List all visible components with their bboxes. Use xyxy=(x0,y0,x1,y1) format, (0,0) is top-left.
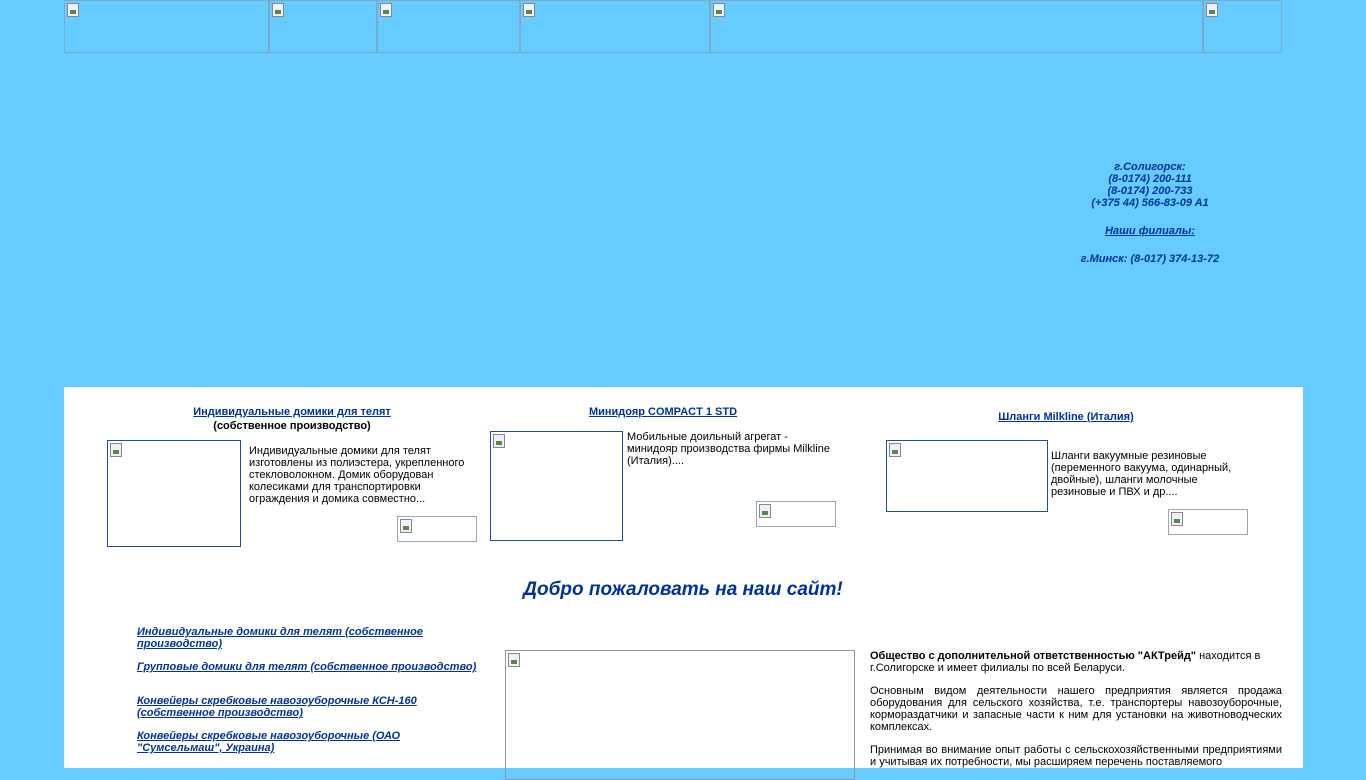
company-name: Общество с дополнительной ответственностью "АКТрейд" xyxy=(870,650,1197,662)
product-3-more-button[interactable] xyxy=(1168,509,1248,535)
welcome-heading: Добро пожаловать на наш сайт! xyxy=(523,579,843,600)
product-1-title-link[interactable]: Индивидуальные домики для телят xyxy=(193,406,391,418)
product-2-image[interactable] xyxy=(490,431,623,541)
contacts-phone-1: (8-0174) 200-111 xyxy=(1108,173,1192,185)
header-banner-image-4 xyxy=(520,0,710,53)
product-1-more-button[interactable] xyxy=(397,516,477,542)
nav-link-conveyors-ksn160[interactable]: Конвейеры скребковые навозоуборочные КСН-160 (собственное производство) xyxy=(137,695,417,719)
about-paragraph-3: Принимая во внимание опыт работы с сельскохозяйственными предприятиями и учитывая их потребности, мы расширяем перечень поставляемого xyxy=(870,744,1282,768)
nav-link-conveyors-sumselmash[interactable]: Конвейеры скребковые навозоуборочные (ОАО "Сумсельмаш", Украина) xyxy=(137,730,400,754)
product-2-description: Мобильные доильный агрегат - минидояр производства фирмы Milkline (Италия).... xyxy=(627,431,830,467)
branches-link[interactable]: Наши филиалы: xyxy=(1105,225,1195,237)
header-banner-image-5 xyxy=(710,0,1203,53)
product-3-image[interactable] xyxy=(886,440,1048,512)
contacts-phone-3: (+375 44) 566-83-09 A1 xyxy=(1091,197,1209,209)
product-1-subtitle: (собственное производство) xyxy=(213,420,371,432)
product-3-description: Шланги вакуумные резиновые (переменного вакуума, одинарный, двойные), шланги молочные резиновые и ПВХ и др.... xyxy=(1051,450,1232,498)
product-2-more-button[interactable] xyxy=(756,501,836,527)
header-banner-image-6 xyxy=(1203,0,1282,53)
about-paragraph-1 xyxy=(870,650,1282,674)
product-1-image[interactable] xyxy=(107,440,241,547)
contacts-block xyxy=(1060,161,1240,265)
spacer xyxy=(1060,209,1240,225)
header-banner-image-3 xyxy=(377,0,520,53)
product-1-description: Индивидуальные домики для телят изготовлены из полиэстера, укрепленного стекловолокном. Домик оборудован колесиками для транспортировки ограждения и домика совместно... xyxy=(249,445,465,505)
about-intro-rest: находится в г.Солигорске и имеет филиалы по всей Беларуси. xyxy=(870,650,1261,674)
header-banner-image-1 xyxy=(64,0,269,53)
product-2-title-link[interactable]: Минидояр COMPACT 1 STD xyxy=(588,406,738,418)
nav-link-group-calf-houses[interactable]: Групповые домики для телят (собственное производство) xyxy=(137,661,477,673)
contacts-city: г.Солигорск: xyxy=(1114,161,1186,173)
spacer xyxy=(1060,237,1240,253)
header-banner-image-2 xyxy=(269,0,377,53)
contacts-phone-2: (8-0174) 200-733 xyxy=(1107,185,1193,197)
about-paragraph-2: Основным видом деятельности нашего предприятия является продажа оборудования для сельского хозяйства, т.е. транспортеры навозоуборочные, кормораздатчики и запасные части к ним для установки на животноводческих комплексах. xyxy=(870,685,1282,733)
nav-link-individual-calf-houses[interactable]: Индивидуальные домики для телят (собственное производство) xyxy=(137,626,423,650)
center-image xyxy=(505,650,855,780)
contacts-minsk: г.Минск: (8-017) 374-13-72 xyxy=(1080,253,1220,265)
product-3-title-link[interactable]: Шланги Milkline (Италия) xyxy=(998,411,1134,423)
